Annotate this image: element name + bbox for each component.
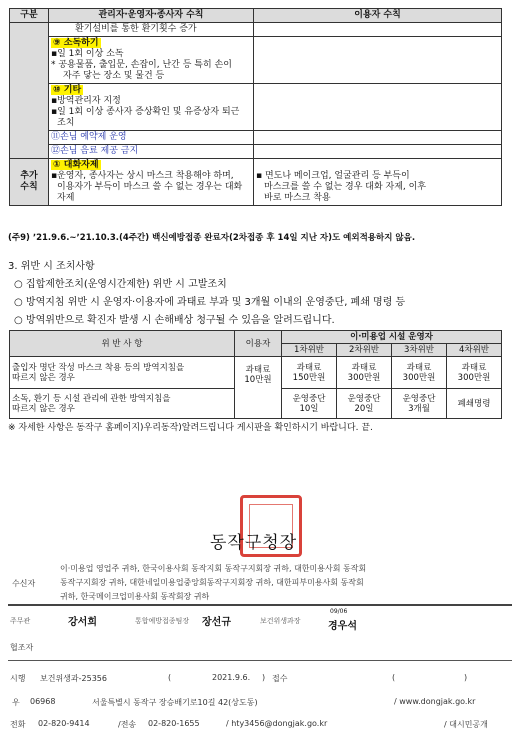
etc-cell <box>49 84 254 131</box>
user-header: 이용자 <box>235 331 282 357</box>
suspension-cell: 운영중단 20일 <box>337 389 392 419</box>
extra-admin-cell <box>49 159 254 206</box>
violation-row2: 소독, 환기 등 시설 관리에 관한 방역지침을 따르지 않은 경우 <box>10 389 235 419</box>
zip-label: 우 <box>12 698 20 707</box>
item-reservation: ⑪손님 예약제 운영 <box>49 131 254 145</box>
vaccine-note: (주9) ʼ21.9.6.~ʼ21.10.3.(4주간) 백신예방접종 완료자(2차접종 후 14일 지난 자)도 예외적용하지 않음. <box>8 233 416 243</box>
sender-name: 동작구청장 <box>210 533 298 553</box>
vent-user-cell <box>254 23 502 37</box>
extra-admin-line: ▪운영자, 종사자는 상시 마스크 착용해야 하며, <box>51 171 234 181</box>
extra-user-line: ▪ 면도나 메이크업, 얼굴관리 등 부득이 <box>256 171 410 181</box>
penalty-table <box>9 330 502 419</box>
phone: 02-820-9414 <box>38 719 90 728</box>
extra-category: 추가 수칙 <box>10 159 49 206</box>
suspension-cell: 운영중단 3개월 <box>392 389 447 419</box>
homepage: / www.dongjak.go.kr <box>394 697 476 706</box>
approval-label: 주무관 <box>10 617 31 625</box>
paren-open: ( <box>168 673 172 682</box>
approver-name: 장선규 <box>202 617 231 628</box>
extra-admin-line: 자제 <box>57 193 75 203</box>
cooperator-label: 협조자 <box>10 643 34 652</box>
extra-user-line: 바로 마스크 착용 <box>264 193 331 203</box>
recipients: 이‧미용업 영업주 귀하, 한국이용사회 동작지회 동작구지회장 귀하, 대한미용사회 동작회 동작구지회장 귀하, 대한네일미용업중앙회동작구지회장 귀하, 대한피부미용사회 동작회 귀하, 한국메이크업미용사회 동작회장 귀하 <box>60 564 367 601</box>
divider <box>8 604 512 606</box>
user-fine: 과태료 10만원 <box>235 357 282 419</box>
section-item: ○ 방역위반으로 확진자 발생 시 손해배상 청구될 수 있음을 알려드립니다. <box>14 315 335 326</box>
disinfect-line: ▪일 1회 이상 소독 <box>51 49 124 59</box>
vent-cell <box>49 23 254 37</box>
vent-text: 환기설비를 통한 환기횟수 증가 <box>75 24 197 34</box>
section-item: ○ 집합제한조치(운영시간제한) 위반 시 고발조치 <box>14 279 227 290</box>
violation-header: 위 반 사 항 <box>10 331 235 357</box>
disclosure: / 대시민공개 <box>444 720 488 729</box>
step-header: 1차위반 <box>282 344 337 357</box>
guideline-table <box>9 8 502 206</box>
disinfect-line: * 공용물품, 출입문, 손잡이, 난간 등 특히 손이 <box>51 60 232 70</box>
col-admin-header: 관리자‧운영자‧종사자 수칙 <box>49 9 254 23</box>
enforce-label: 시행 <box>10 674 26 683</box>
suspension-cell: 폐쇄명령 <box>447 389 502 419</box>
paren-close: ) <box>464 673 468 682</box>
extra-admin-line: 이용자가 부득이 마스크 쓸 수 없는 경우는 대화 <box>57 182 243 192</box>
receipt-label: 접수 <box>272 674 288 683</box>
divider <box>8 660 512 661</box>
phone-label: 전화 <box>10 720 26 729</box>
section-title: 3. 위반 시 조치사항 <box>8 261 95 272</box>
fax-label: /전송 <box>118 720 137 729</box>
approver-name: 경우석 <box>328 621 357 632</box>
disinfect-title: ⑨ 소독하기 <box>53 38 99 48</box>
disinfect-cell <box>49 37 254 84</box>
paren-close: ) <box>262 673 266 682</box>
extra-user-cell <box>254 159 502 206</box>
disinfect-line: 자주 닿는 장소 및 물건 등 <box>63 71 165 81</box>
approval-date: 09/06 <box>330 608 348 615</box>
recipients-label: 수신자 <box>12 579 36 588</box>
suspension-cell: 운영중단 10일 <box>282 389 337 419</box>
etc-line: ▪방역관리자 지정 <box>51 96 121 106</box>
step-header: 2차위반 <box>337 344 392 357</box>
approver-name: 강서희 <box>68 617 97 628</box>
approval-label: 보건위생과장 <box>260 617 301 625</box>
enforce-number: 보건위생과-25356 <box>40 674 107 683</box>
col-category-header: 구분 <box>10 9 49 23</box>
fax: 02-820-1655 <box>148 719 200 728</box>
fine-cell: 과태료 300만원 <box>337 357 392 389</box>
fine-cell: 과태료 150만원 <box>282 357 337 389</box>
category-cell <box>10 23 49 159</box>
disinfect-user-cell <box>254 37 502 84</box>
step-header: 4차위반 <box>447 344 502 357</box>
extra-user-line: 마스크를 쓸 수 없는 경우 대화 자제, 이후 <box>264 182 426 192</box>
facility-header: 이‧미용업 시설 운영자 <box>282 331 502 344</box>
etc-line: 조치 <box>57 118 75 128</box>
paren-open: ( <box>392 673 396 682</box>
col-user-header: 이용자 수칙 <box>254 9 502 23</box>
etc-title: ⑩ 기타 <box>53 85 82 95</box>
item-reservation-user <box>254 131 502 145</box>
violation-row1: 출입자 명단 작성 마스크 착용 등의 방역지침을 따르지 않은 경우 <box>10 357 235 389</box>
section-item: ○ 방역지침 위반 시 운영자‧이용자에 과태료 부과 및 3개월 이내의 운영중단, 폐쇄 명령 등 <box>14 297 406 308</box>
step-header: 3차위반 <box>392 344 447 357</box>
approval-label: 통합예방접종팀장 <box>135 617 190 625</box>
address: 서울특별시 동작구 장승배기로10길 42(상도동) <box>92 698 258 707</box>
etc-line: ▪일 1회 이상 종사자 증상확인 및 유증상자 퇴근 <box>51 107 240 117</box>
footnote: ※ 자세한 사항은 동작구 홈페이지)우리동작)알려드립니다 게시판을 확인하시기 바랍니다. 끝. <box>8 423 373 433</box>
fine-cell: 과태료 300만원 <box>447 357 502 389</box>
fine-cell: 과태료 300만원 <box>392 357 447 389</box>
item-no-drinks: ⑫손님 음료 제공 금지 <box>49 145 254 159</box>
etc-user-cell <box>254 84 502 131</box>
zip-code: 06968 <box>30 697 56 706</box>
item-no-drinks-user <box>254 145 502 159</box>
enforce-date: 2021.9.6. <box>212 673 251 682</box>
extra-title: ① 대화자제 <box>53 160 99 170</box>
email: / hty3456@dongjak.go.kr <box>226 719 328 728</box>
